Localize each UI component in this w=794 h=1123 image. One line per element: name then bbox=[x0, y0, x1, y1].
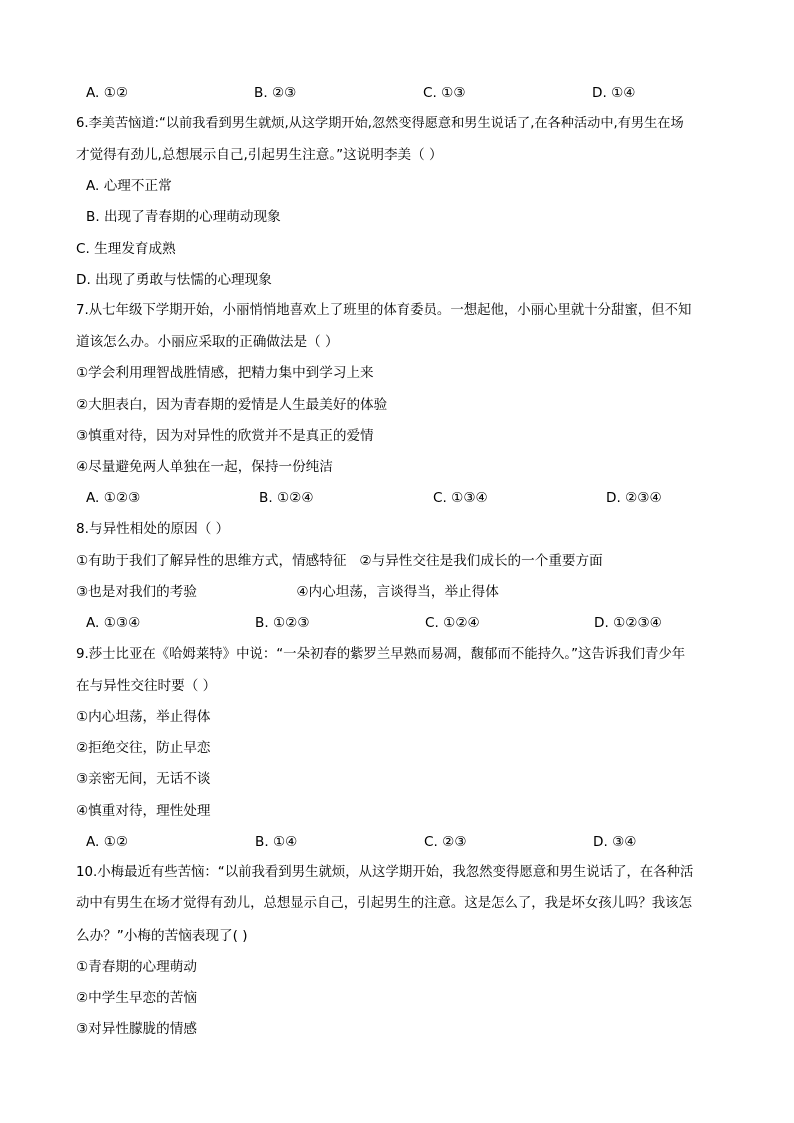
q6-option-b: B. 出现了青春期的心理萌动现象 bbox=[86, 209, 281, 225]
q7-item-2: ②大胆表白，因为青春期的爱情是人生最美好的体验 bbox=[76, 397, 388, 413]
q8-option-d: D. ①②③④ bbox=[594, 615, 662, 631]
q9-option-b: B. ①④ bbox=[255, 834, 298, 850]
q7-options bbox=[0, 489, 794, 507]
q8-item-line1: ①有助于我们了解异性的思维方式，情感特征 ②与异性交往是我们成长的一个重要方面 bbox=[76, 553, 603, 569]
q10-item-2: ②中学生早恋的苦恼 bbox=[76, 990, 197, 1006]
q9-option-d: D. ③④ bbox=[593, 834, 637, 850]
q9-item-4: ④慎重对待，理性处理 bbox=[76, 803, 211, 819]
q8-option-b: B. ①②③ bbox=[255, 615, 310, 631]
q8-item-line2: ③也是对我们的考验 ④内心坦荡，言谈得当，举止得体 bbox=[76, 584, 499, 600]
q8-options bbox=[0, 614, 794, 632]
q7-item-1: ①学会利用理智战胜情感，把精力集中到学习上来 bbox=[76, 365, 374, 381]
q10-stem-line1: 10.小梅最近有些苦恼：“以前我看到男生就烦，从这学期开始，我忽然变得愿意和男生说话了，在各种活 bbox=[76, 865, 694, 880]
q8-option-a: A. ①③④ bbox=[86, 615, 141, 631]
q9-option-c: C. ②③ bbox=[424, 834, 467, 850]
q7-item-3: ③慎重对待，因为对异性的欣赏并不是真正的爱情 bbox=[76, 428, 374, 444]
q7-stem-line2: 道该怎么办。小丽应采取的正确做法是（ ） bbox=[76, 334, 339, 350]
q6-option-c: C. 生理发育成熟 bbox=[76, 241, 176, 257]
q5-option-d: D. ①④ bbox=[592, 85, 636, 101]
q5-option-a: A. ①② bbox=[86, 85, 129, 101]
q9-item-3: ③亲密无间，无话不谈 bbox=[76, 771, 211, 787]
q6-option-a: A. 心理不正常 bbox=[86, 178, 172, 194]
q7-stem-line1: 7.从七年级下学期开始，小丽悄悄地喜欢上了班里的体育委员。一想起他，小丽心里就十分甜蜜，但不知 bbox=[76, 303, 692, 318]
q9-item-1: ①内心坦荡，举止得体 bbox=[76, 709, 211, 725]
q7-option-d: D. ②③④ bbox=[606, 490, 662, 506]
q9-item-2: ②拒绝交往，防止早恋 bbox=[76, 740, 211, 756]
q10-item-3: ③对异性朦胧的情感 bbox=[76, 1021, 197, 1037]
q9-stem-line2: 在与异性交往时要（ ） bbox=[76, 678, 217, 694]
q10-stem-line3: 么办？”小梅的苦恼表现了( ) bbox=[76, 928, 248, 944]
q6-option-d: D. 出现了勇敢与怯懦的心理现象 bbox=[76, 272, 272, 288]
q6-stem-line1: 6.李美苦恼道:“以前我看到男生就烦,从这学期开始,忽然变得愿意和男生说话了,在各种活动中,有男生在场 bbox=[76, 116, 684, 131]
q9-stem-line1: 9.莎士比亚在《哈姆莱特》中说：“一朵初春的紫罗兰早熟而易凋，馥郁而不能持久。”这告诉我们青少年 bbox=[76, 647, 686, 662]
q7-item-4: ④尽量避免两人单独在一起，保持一份纯洁 bbox=[76, 459, 333, 475]
q10-stem-line2: 动中有男生在场才觉得有劲儿，总想显示自己，引起男生的注意。这是怎么了，我是坏女孩儿吗？我该怎 bbox=[76, 896, 692, 911]
q9-option-a: A. ①② bbox=[86, 834, 129, 850]
q5-option-c: C. ①③ bbox=[423, 85, 466, 101]
q6-stem-line2: 才觉得有劲儿,总想展示自己,引起男生注意。”这说明李美（ ） bbox=[76, 147, 443, 163]
q8-stem: 8.与异性相处的原因（ ） bbox=[76, 521, 230, 537]
q7-option-b: B. ①②④ bbox=[259, 490, 314, 506]
q8-option-c: C. ①②④ bbox=[425, 615, 480, 631]
q7-option-c: C. ①③④ bbox=[433, 490, 488, 506]
q5-options bbox=[0, 84, 794, 102]
q10-item-1: ①青春期的心理萌动 bbox=[76, 959, 197, 975]
q5-option-b: B. ②③ bbox=[254, 85, 297, 101]
q7-option-a: A. ①②③ bbox=[86, 490, 141, 506]
q9-options bbox=[0, 833, 794, 851]
